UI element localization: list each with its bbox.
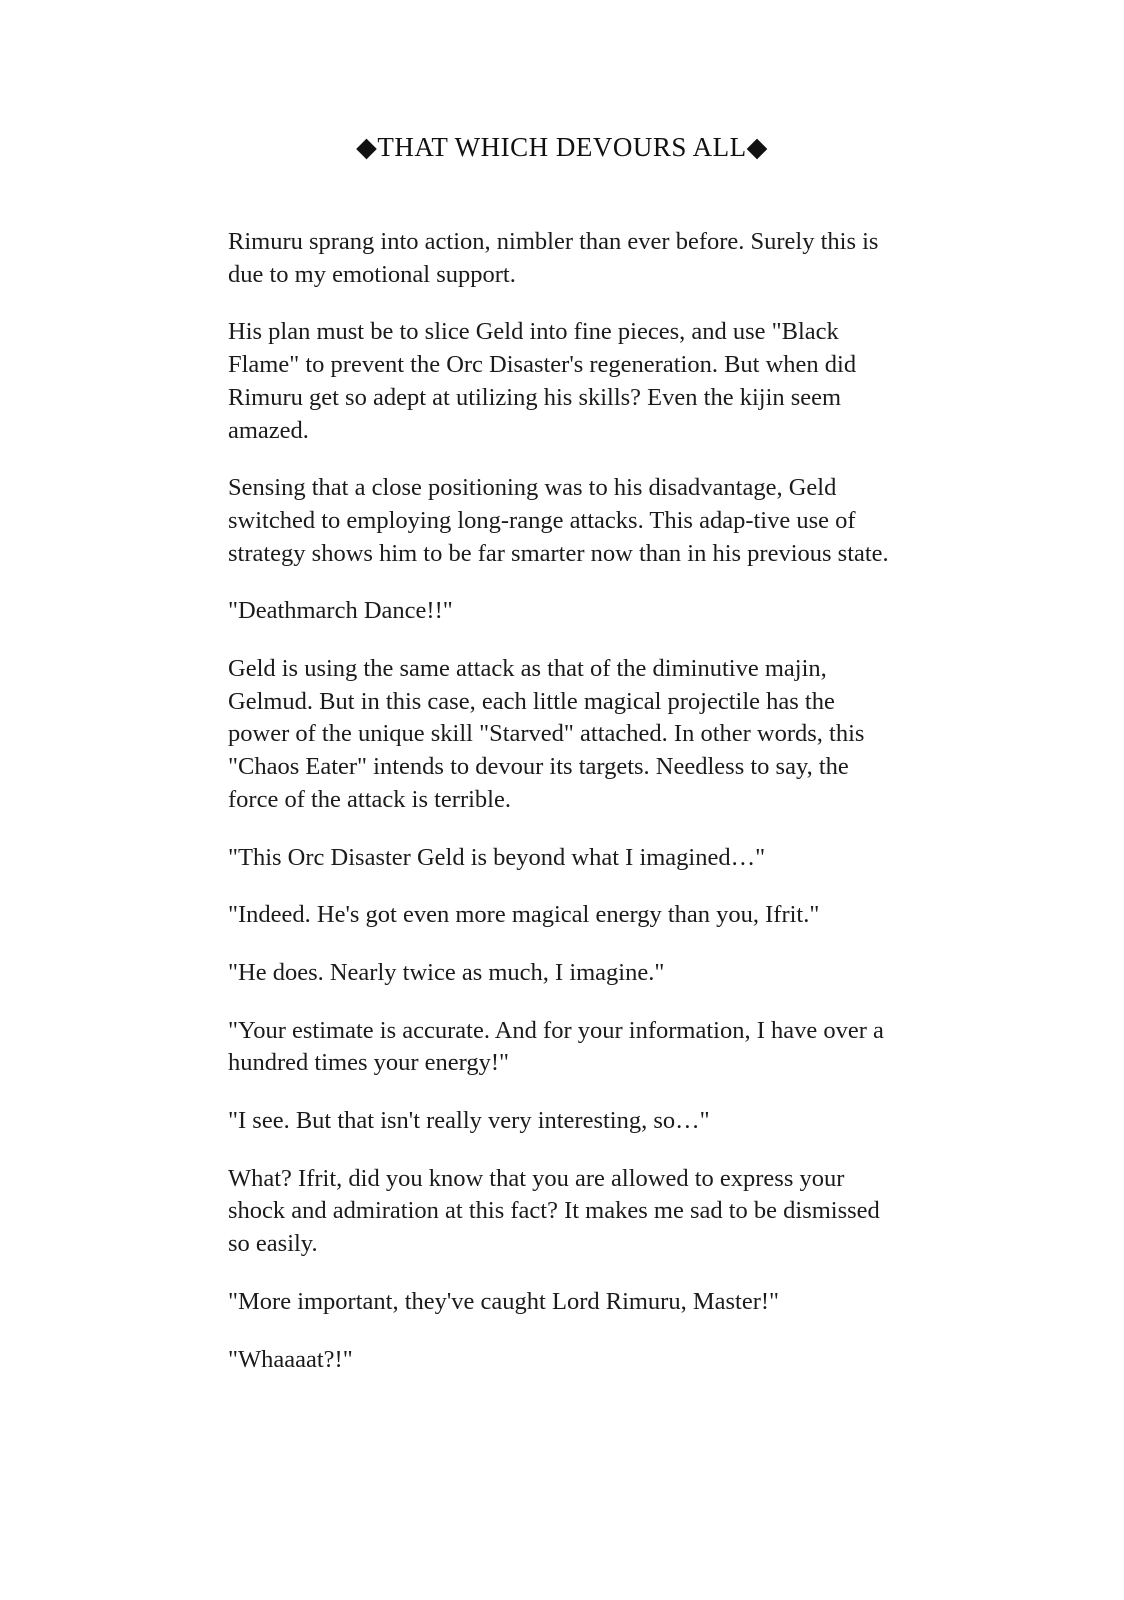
paragraph: "Your estimate is accurate. And for your information, I have over a hundred times your energy!" — [228, 1016, 884, 1077]
paragraph: Sensing that a close positioning was to his disadvantage, Geld switched to employing long-range attacks. This adap-tive use of strategy shows him to be far smarter now than in his previous state. — [228, 474, 889, 567]
paragraph: What? Ifrit, did you know that you are allowed to express your shock and admiration at this fact? It makes me sad to be dismissed so easily. — [228, 1164, 880, 1258]
paragraph: "Whaaaat?!" — [228, 1345, 353, 1373]
paragraph: His plan must be to slice Geld into fine pieces, and use "Black Flame" to prevent the Orc Disaster's regeneration. But when did Rimuru get so adept at utilizing his skills? Even the kijin seem amazed. — [228, 318, 857, 444]
paragraph: "Indeed. He's got even more magical energy than you, Ifrit." — [228, 901, 820, 929]
page-title: ◆THAT WHICH DEVOURS ALL◆ — [356, 132, 768, 162]
paragraph: Geld is using the same attack as that of the diminutive majin, Gelmud. But in this case, each little magical projectile has the power of the unique skill "Starved" attached. In other words, this "Chaos Eater" intends to devour its targets. Needless to say, the force of the attack is terrible. — [228, 655, 865, 813]
paragraph: "He does. Nearly twice as much, I imagine." — [228, 958, 665, 986]
paragraph: Rimuru sprang into action, nimbler than ever before. Surely this is due to my emotional support. — [228, 228, 879, 288]
paragraph: "Deathmarch Dance!!" — [228, 597, 453, 625]
paragraph: "This Orc Disaster Geld is beyond what I imagined…" — [228, 843, 766, 871]
paragraph: "I see. But that isn't really very interesting, so…" — [228, 1107, 710, 1135]
paragraph: "More important, they've caught Lord Rimuru, Master!" — [228, 1287, 780, 1315]
body-text — [228, 226, 890, 1376]
